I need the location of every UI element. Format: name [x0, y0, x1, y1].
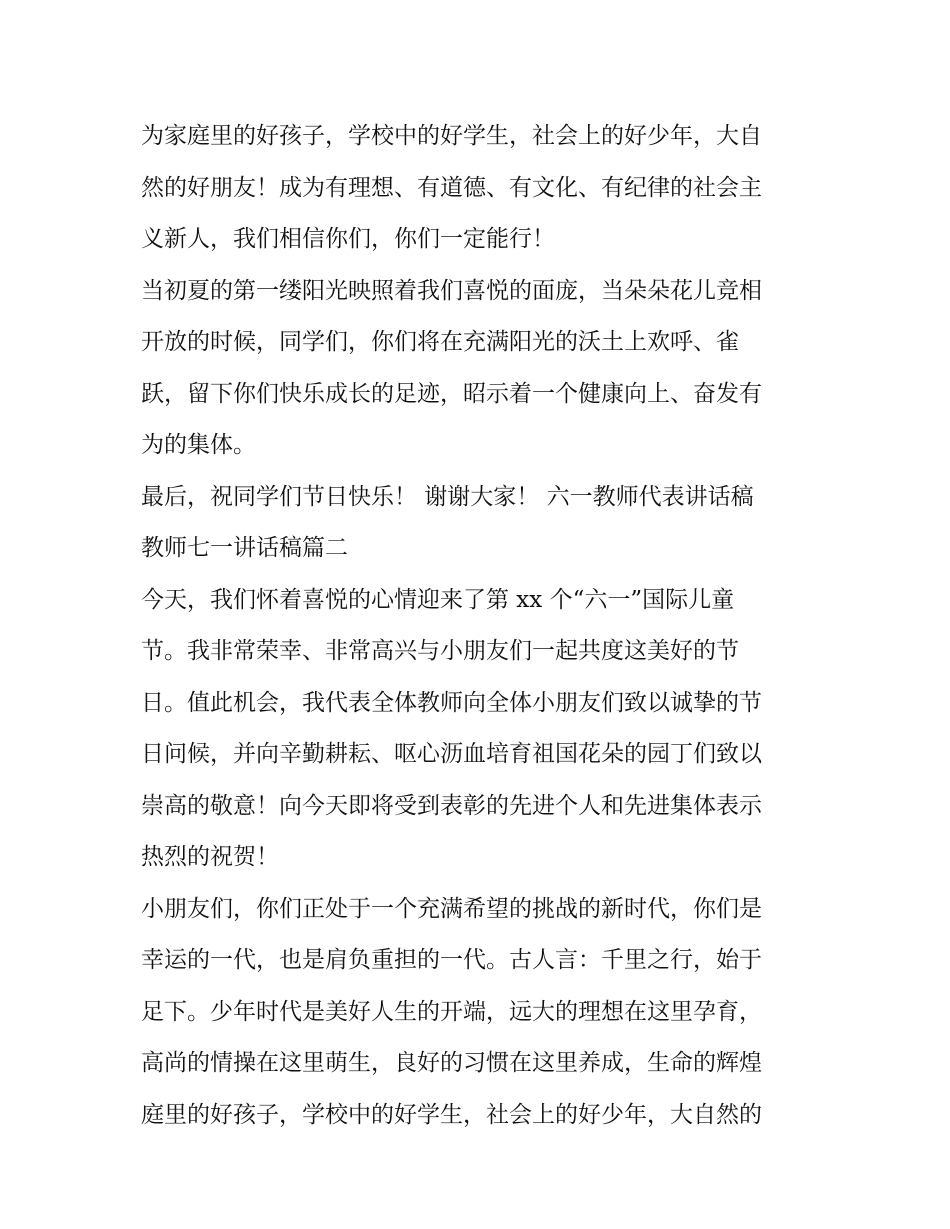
text-line: 节。我非常荣幸、非常高兴与小朋友们一起共度这美好的节: [141, 638, 739, 664]
text-line: 足下。少年时代是美好人生的开端，远大的理想在这里孕育，: [141, 998, 762, 1025]
text-line: 崇高的敬意！向今天即将受到表彰的先进个人和先进集体表示: [141, 792, 762, 819]
text-line: 为的集体。: [141, 432, 256, 458]
text-line: 日问候，并向辛勤耕耘、呕心沥血培育祖国花朵的园丁们致以: [141, 741, 762, 767]
text-line: 最后，祝同学们节日快乐！ 谢谢大家！ 六一教师代表讲话稿: [141, 483, 754, 510]
section-heading: 教师七一讲话稿篇二: [141, 535, 348, 561]
text-line: 然的好朋友！成为有理想、有道德、有文化、有纪律的社会主: [141, 174, 762, 201]
text-line: 高尚的情操在这里萌生，良好的习惯在这里养成，生命的辉煌: [141, 1050, 762, 1076]
text-line: 小朋友们，你们正处于一个充满希望的挑战的新时代，你们是: [141, 895, 762, 922]
text-line: 当初夏的第一缕阳光映照着我们喜悦的面庞，当朵朵花儿竞相: [141, 277, 762, 304]
text-line: 为家庭里的好孩子，学校中的好学生，社会上的好少年，大自: [141, 123, 762, 149]
text-line: 开放的时候，同学们，你们将在充满阳光的沃土上欢呼、雀: [141, 329, 739, 355]
text-line: 幸运的一代，也是肩负重担的一代。古人言：千里之行，始于: [141, 947, 762, 973]
text-line: 今天，我们怀着喜悦的心情迎来了第 xx 个“六一”国际儿童: [141, 586, 735, 613]
text-line: 跃，留下你们快乐成长的足迹，昭示着一个健康向上、奋发有: [141, 380, 762, 407]
text-line: 义新人，我们相信你们，你们一定能行！: [141, 226, 555, 252]
text-line: 热烈的祝贺！: [141, 844, 279, 870]
text-line: 庭里的好孩子，学校中的好学生，社会上的好少年，大自然的: [141, 1101, 762, 1128]
text-line: 日。值此机会，我代表全体教师向全体小朋友们致以诚挚的节: [141, 689, 762, 716]
document-body: [141, 111, 821, 1141]
